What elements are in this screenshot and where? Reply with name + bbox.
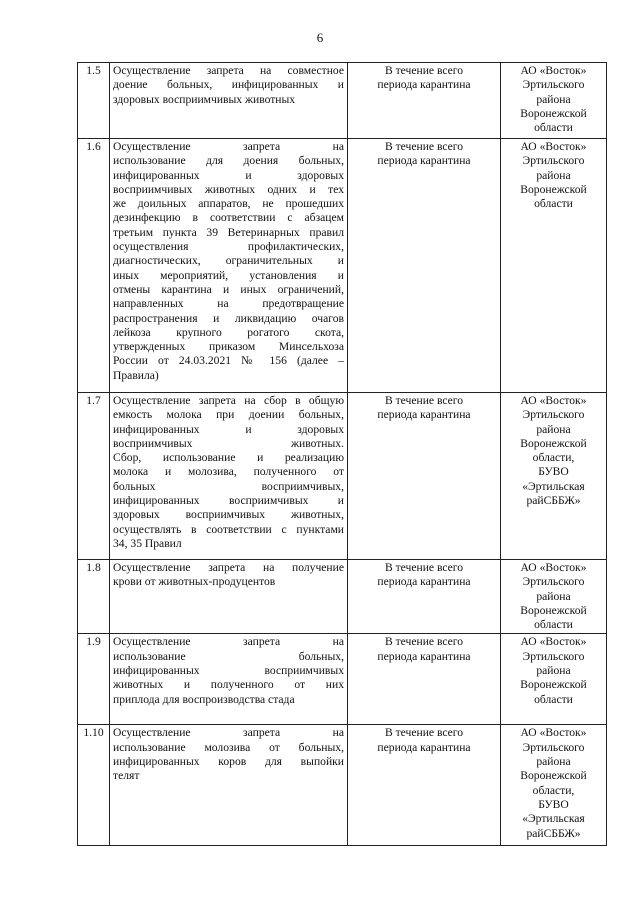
row-number: 1.10 [78, 725, 110, 846]
responsible-cell [501, 139, 607, 393]
action-cell [110, 634, 348, 725]
page-number: 6 [316, 30, 324, 45]
term-cell-line: периода карантина [377, 408, 471, 422]
responsible-cell-line: Воронежской [520, 769, 587, 783]
term-cell-line: периода карантина [377, 649, 471, 663]
responsible-cell [501, 634, 607, 725]
action-cell-line: молока и молозива, полученного от [113, 465, 344, 479]
action-cell [110, 139, 348, 393]
responsible-cell-line: области, [532, 783, 575, 797]
action-cell-line: дезинфекцию в соответствии с абзацем [113, 211, 344, 225]
responsible-cell-line: Воронежской [520, 106, 587, 120]
responsible-cell-line: Воронежской [520, 182, 587, 196]
responsible-cell-line: райСББЖ» [526, 494, 581, 508]
responsible-cell [501, 393, 607, 560]
term-cell-line: В течение всего [384, 64, 464, 77]
responsible-cell-line: Эртильского [522, 575, 585, 589]
responsible-cell-line: «Эртильская [522, 479, 585, 493]
responsible-cell-line: района [536, 92, 571, 106]
term-cell [348, 634, 501, 725]
action-cell-line: инфицированных восприимчивых [113, 664, 344, 678]
action-cell-line: крови от животных-продуцентов [113, 575, 276, 589]
responsible-cell-line: райСББЖ» [526, 826, 581, 840]
responsible-cell-line: района [536, 755, 571, 769]
table-row [78, 634, 607, 725]
action-cell-line: Осуществление запрета на получение [113, 561, 344, 574]
action-cell-line: Осуществление запрета на [113, 726, 344, 740]
term-cell [348, 560, 501, 634]
action-cell-line: здоровых восприимчивых животных, [113, 508, 344, 522]
action-cell-line: инфицированных коров для выпойки [113, 755, 344, 769]
action-cell-line: емкость молока при доении больных, [113, 408, 344, 422]
action-cell-line: приплода для воспроизводства стада [113, 692, 295, 706]
responsible-cell-line: района [536, 589, 571, 603]
term-cell [348, 139, 501, 393]
term-cell-line: периода карантина [377, 740, 471, 754]
term-cell-line: В течение всего [384, 394, 464, 407]
action-cell-line: инфицированных восприимчивых и [113, 494, 344, 508]
action-cell-line: распространения и ликвидацию очагов [113, 311, 344, 325]
table-body [78, 63, 607, 846]
responsible-cell-line: района [536, 168, 571, 182]
action-cell [110, 63, 348, 139]
action-cell-line: осуществлять в соответствии с пунктами [113, 522, 344, 536]
action-cell-line: третьим пункта 39 Ветеринарных правил [113, 225, 344, 239]
term-cell-line: периода карантина [377, 575, 471, 589]
responsible-cell-line: АО «Восток» [520, 64, 587, 77]
action-cell-line: иных мероприятий, установления и [113, 268, 344, 282]
responsible-cell-line: области [534, 618, 573, 632]
table-row [78, 725, 607, 846]
term-cell [348, 725, 501, 846]
term-cell-line: В течение всего [384, 140, 464, 153]
action-cell-line: использование больных, [113, 649, 344, 663]
action-cell-line: 34, 35 Правил [113, 536, 182, 550]
action-cell-line: Правила) [113, 368, 159, 382]
responsible-cell-line: области, [532, 451, 575, 465]
row-number: 1.8 [78, 560, 110, 634]
action-cell-line: лейкоза крупного рогатого скота, [113, 325, 344, 339]
row-number: 1.6 [78, 139, 110, 393]
responsible-cell-line: БУВО [538, 797, 569, 811]
responsible-cell-line: АО «Восток» [520, 394, 587, 407]
action-cell-line: больных восприимчивых, [113, 479, 344, 493]
action-cell-line: инфицированных и здоровых [113, 168, 344, 182]
action-cell-line: инфицированных и здоровых [113, 422, 344, 436]
action-cell-line: России от 24.03.2021 № 156 (далее – [113, 354, 344, 368]
action-cell-line: использование молозива от больных, [113, 740, 344, 754]
responsible-cell-line: АО «Восток» [520, 726, 587, 740]
responsible-cell-line: БУВО [538, 465, 569, 479]
action-cell-line: животных и полученного от них [113, 678, 344, 692]
responsible-cell-line: АО «Восток» [520, 561, 587, 574]
table-row [78, 63, 607, 139]
action-cell-line: Осуществление запрета на [113, 140, 344, 153]
table-row [78, 393, 607, 560]
action-cell-line: осуществления профилактических, [113, 240, 344, 254]
term-cell-line: В течение всего [384, 726, 464, 740]
action-cell-line: Осуществление запрета на совместное [113, 64, 344, 77]
row-number: 1.7 [78, 393, 110, 560]
action-cell-line: Осуществление запрета на [113, 635, 344, 649]
action-cell [110, 393, 348, 560]
responsible-cell-line: Воронежской [520, 678, 587, 692]
action-cell-line: восприимчивых животных одних и тех [113, 182, 344, 196]
term-cell-line: периода карантина [377, 78, 471, 92]
responsible-cell-line: Воронежской [520, 436, 587, 450]
responsible-cell-line: области [534, 197, 573, 211]
responsible-cell-line: Воронежской [520, 603, 587, 617]
row-number: 1.5 [78, 63, 110, 139]
responsible-cell-line: Эртильского [522, 740, 585, 754]
term-cell [348, 63, 501, 139]
measures-table [77, 62, 607, 846]
action-cell-line: восприимчивых животных. [113, 436, 344, 450]
responsible-cell-line: Эртильского [522, 649, 585, 663]
table-row [78, 560, 607, 634]
responsible-cell-line: Эртильского [522, 408, 585, 422]
action-cell-line: использование для доения больных, [113, 154, 344, 168]
term-cell-line: В течение всего [384, 561, 464, 574]
responsible-cell [501, 560, 607, 634]
row-number: 1.9 [78, 634, 110, 725]
responsible-cell-line: АО «Восток» [520, 140, 587, 153]
term-cell-line: периода карантина [377, 154, 471, 168]
responsible-cell-line: Эртильского [522, 154, 585, 168]
action-cell-line: утвержденных приказом Минсельхоза [113, 340, 344, 354]
responsible-cell [501, 63, 607, 139]
action-cell-line: телят [113, 769, 140, 783]
responsible-cell-line: АО «Восток» [520, 635, 587, 649]
table-row [78, 139, 607, 393]
action-cell-line: же доильных аппаратов, не прошедших [113, 197, 344, 211]
responsible-cell-line: области [534, 121, 573, 135]
action-cell-line: Сбор, использование и реализацию [113, 451, 344, 465]
responsible-cell-line: Эртильского [522, 78, 585, 92]
term-cell-line: В течение всего [384, 635, 464, 649]
action-cell-line: направленных на предотвращение [113, 297, 344, 311]
responsible-cell [501, 725, 607, 846]
action-cell-line: Осуществление запрета на сбор в общую [113, 394, 344, 407]
action-cell-line: здоровых восприимчивых животных [113, 92, 296, 106]
responsible-cell-line: района [536, 422, 571, 436]
action-cell-line: доение больных, инфицированных и [113, 78, 344, 92]
responsible-cell-line: района [536, 664, 571, 678]
responsible-cell-line: «Эртильская [522, 812, 585, 826]
responsible-cell-line: области [534, 692, 573, 706]
action-cell-line: отмены карантина и иных ограничений, [113, 282, 344, 296]
action-cell [110, 725, 348, 846]
action-cell-line: диагностических, ограничительных и [113, 254, 344, 268]
term-cell [348, 393, 501, 560]
action-cell [110, 560, 348, 634]
